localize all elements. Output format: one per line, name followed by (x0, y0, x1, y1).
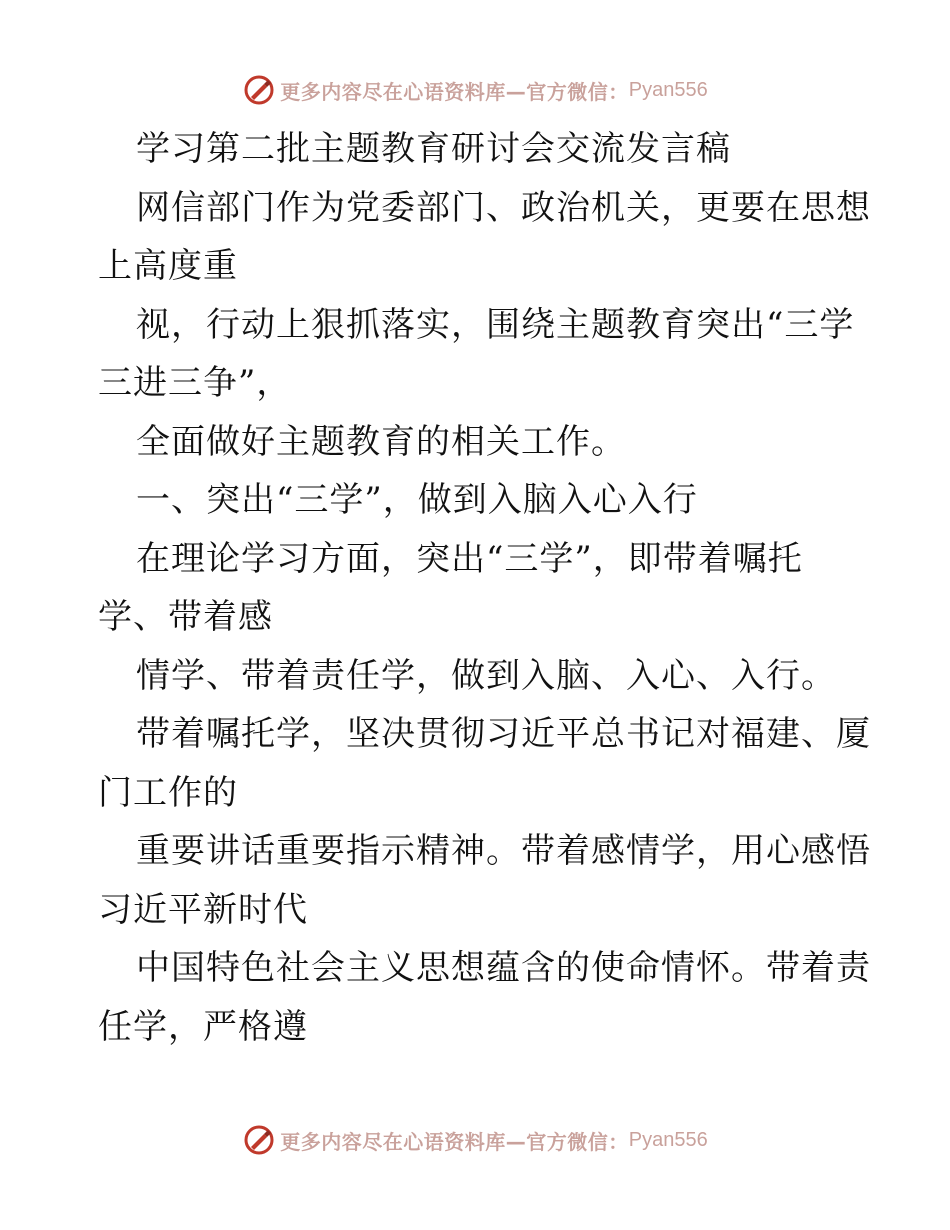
paragraph-line: 三进三争”， (98, 363, 292, 403)
paragraph-line: 带着嘱托学，坚决贯彻习近平总书记对福建、厦 (136, 714, 871, 754)
paragraph-line: 任学，严格遵 (98, 1006, 308, 1047)
paragraph-line: 情学、带着责任学，做到入脑、入心、入行。 (136, 655, 836, 696)
paragraph-line: 中国特色社会主义思想蕴含的使命情怀。带着责 (136, 948, 871, 988)
paragraph-line: 习近平新时代 (98, 889, 308, 930)
header-banner (0, 70, 950, 110)
paragraph-line: 全面做好主题教育的相关工作。 (136, 421, 626, 462)
footer-wechat-id: Pyan556 (628, 1128, 708, 1151)
paragraph-line: 在理论学习方面，突出“三学”，即带着嘱托 (136, 538, 803, 579)
paragraph-line: 上高度重 (98, 246, 238, 286)
header-wechat-id: Pyan556 (628, 78, 708, 101)
pen-logo-icon (242, 1123, 276, 1157)
paragraph-line: 视，行动上狠抓落实，围绕主题教育突出“三学 (136, 304, 855, 345)
paragraph-line: 网信部门作为党委部门、政治机关，更要在思想 (136, 187, 871, 228)
paragraph-line: 门工作的 (98, 772, 238, 813)
pen-logo-icon (242, 73, 276, 107)
footer-banner-text: 更多内容尽在心语资料库—官方微信： (280, 1129, 629, 1154)
header-banner-text: 更多内容尽在心语资料库—官方微信： (280, 79, 629, 104)
footer-banner (0, 1120, 950, 1160)
paragraph-line: 学、带着感 (98, 597, 273, 637)
document-body (98, 120, 871, 1056)
paragraph-line: 重要讲话重要指示精神。带着感情学，用心感悟 (136, 831, 871, 871)
section-heading: 一、突出“三学”，做到入脑入心入行 (136, 480, 698, 520)
document-title: 学习第二批主题教育研讨会交流发言稿 (136, 129, 731, 169)
